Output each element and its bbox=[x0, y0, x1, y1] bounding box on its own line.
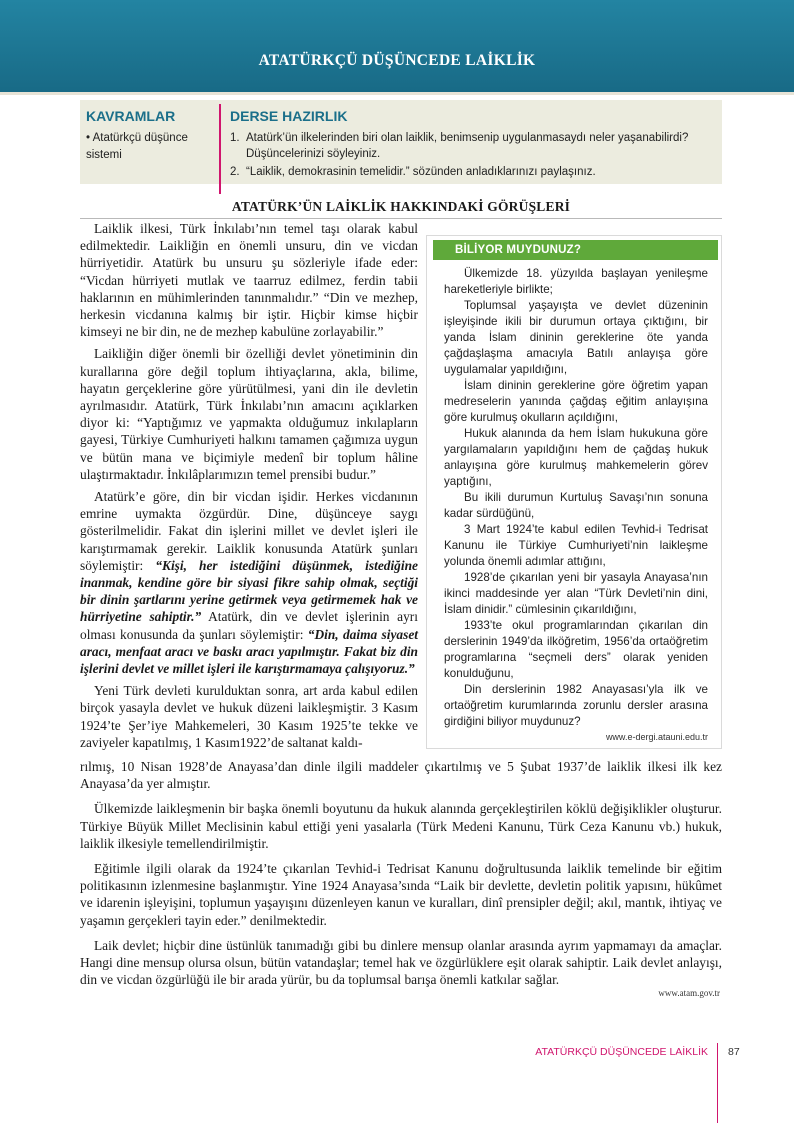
paragraph: Laik devlet; hiçbir dine üstünlük tanımadığı gibi bu dinlere mensup olanlar arasında ayrım yapmamayı da amaçlar. Hangi dine mensup olursa olsun, bütün vatandaşlar; temel hak ve özgürlüklere eşit olarak sahiptir. Laik devlet anlayışı, din ve vicdan özgürlüğü ile bir arada yürür, bu da toplumsal barışa önemli katkılar sağlar. bbox=[80, 937, 722, 988]
info-paragraph: 3 Mart 1924’te kabul edilen Tevhid-i Tedrisat Kanunu ile Türkiye Cumhuriyeti’nin laikleşme yolunda önemli adımlar attığını, bbox=[444, 523, 708, 568]
paragraph: rılmış, 10 Nisan 1928’de Anayasa’dan dinle ilgili maddeler çıkartılmış ve 5 Şubat 1937’de laiklik ilkesi ilk kez Anayasa’da yer almıştır. bbox=[80, 759, 722, 792]
paragraph: Yeni Türk devleti kurulduktan sonra, art arda kabul edilen birçok yasayla devlet ve hukuk düzeni laikleşmiştir. 3 Kasım 1924’te Şer’iye Mahkemeleri, 30 Kasım 1925’te tekke ve zaviyeler kapatılmış, 1 Kasım1922’de saltanat kaldı- bbox=[80, 683, 418, 750]
info-paragraph: Hukuk alanında da hem İslam hukukuna göre yargılamaların yapıldığını hem de çağdaş hukuk anlayışına göre kurulmuş mahkemelerin görev yaptığını, bbox=[444, 427, 708, 488]
body-wide bbox=[80, 758, 722, 996]
paragraph: Laikliğin diğer önemli bir özelliği devlet yönetiminin din kurallarına göre değil toplum ihtiyaçlarına, akla, bilime, hayatın gerçeklerine göre yürütülmesi, yani din ile devletin ayrılmasıdır. Atatürk, Türk İnkılabı’nın amacını açıklarken diyor ki: “Yaptığımız ve yapmakta olduğumuz inkılapların gayesi, Türkiye Cumhuriyeti halkını tamamen çağımıza uygun ve bütün mana ve biçimiyle medenî bir toplum hâline ulaştırmaktadır. İnkılâplarımızın temel prensibi budur.” bbox=[80, 346, 418, 482]
page-title: ATATÜRKÇÜ DÜŞÜNCEDE LAİKLİK bbox=[258, 52, 536, 69]
paragraph: Eğitimle ilgili olarak da 1924’te çıkarılan Tevhid-i Tedrisat Kanunu doğrultusunda laiklik temelinde bir eğitim politikasının izlenmesine başlanmıştır. Yine 1924 Anayasa’sında “Laik bir devlette, devletin politik yapısını, hükûmet ve idarenin işleyişini, toplumun yaşayışını düzenleyen kanun ve kuralları, dinî prensipler değil; akıl, mantık, ihtiyaç ve yaşamın gerçekleri tayin eder.” denilmektedir. bbox=[80, 861, 722, 928]
derse-hazirlik-heading: DERSE HAZIRLIK bbox=[230, 108, 348, 124]
item-number: 2. bbox=[230, 166, 240, 178]
body-column bbox=[80, 220, 418, 756]
body-source: www.atam.gov.tr bbox=[658, 988, 720, 998]
info-box-source: www.e-dergi.atauni.edu.tr bbox=[605, 732, 708, 742]
info-paragraph: 1933’te okul programlarından çıkarılan din derslerinin 1949’da ilköğretim, 1956’da ortaöğretim programlarına “seçmeli ders” olarak yeniden konulduğunu, bbox=[444, 619, 708, 680]
info-paragraph: Ülkemizde 18. yüzyılda başlayan yenileşme hareketleriyle birlikte; bbox=[444, 267, 708, 296]
section-rule bbox=[80, 218, 722, 219]
info-paragraph: 1928’de çıkarılan yeni bir yasayla Anayasa’nın ikinci maddesinde yer alan “Türk Devleti’nin dini, İslam dinidir.” cümlesinin çıkarıldığını, bbox=[444, 571, 708, 616]
derse-hazirlik-list bbox=[230, 130, 720, 182]
item-text: Atatürk’ün ilkelerinden biri olan laiklik, benimsenip uygulanmasaydı neler yaşanabilirdi? Düşüncelerinizi söyleyiniz. bbox=[246, 132, 689, 160]
quote: “Din, daima siyaset aracı, menfaat aracı ve baskı aracı yapılmıştır. Fakat biz din işlerini devlet ve millet işleri ile karıştırmamaya çalışıyoruz.” bbox=[80, 626, 418, 677]
info-paragraph: Toplumsal yaşayışta ve devlet düzeninin işleyişinde ikili bir durumun ortaya çıktığını, bir yanda İslam dininin gereklerine öte yanda çağdaşlaşma amacıyla Batılı anlayışa göre uygulamalar yapıldığını, bbox=[444, 299, 708, 376]
header-divider bbox=[0, 92, 794, 95]
item-number: 1. bbox=[230, 132, 240, 144]
info-paragraph: Bu ikili durumun Kurtuluş Savaşı’nın sonuna kadar sürdüğünü, bbox=[444, 491, 708, 520]
paragraph bbox=[80, 488, 418, 677]
kavramlar-heading: KAVRAMLAR bbox=[86, 108, 176, 124]
paragraph: Ülkemizde laikleşmenin bir başka önemli boyutunu da hukuk alanında gerçekleştirilen köklü değişiklikler oluşturur. Türkiye Büyük Millet Meclisinin kabul ettiği yeni yasalarla (Türk Medeni Kanunu, Türk Ceza Kanunu vb.) hukuk, laiklik ilkesiyle temellendirilmiştir. bbox=[80, 801, 722, 851]
panel-divider bbox=[219, 104, 221, 194]
footer-running-title: ATATÜRKÇÜ DÜŞÜNCEDE LAİKLİK bbox=[535, 1046, 708, 1058]
footer-divider bbox=[717, 1043, 718, 1123]
paragraph-text: Atatürk’e göre, din bir vicdan işidir. Herkes vicdanının emrine uymakta özgürdür. Dine, düşünceye saygı gösterilmelidir. Fakat din işlerini millet ve devlet işleri ile karıştırmamak gerekir. Laiklik konusunda Atatürk şunları söylemiştir: bbox=[80, 489, 418, 573]
info-paragraph: İslam dininin gereklerine göre öğretim yapan medreselerin yanında çağdaş eğitim anlayışına göre kurulmuş okulların açıldığını, bbox=[444, 379, 708, 424]
info-box-body bbox=[444, 266, 708, 730]
derse-hazirlik-item bbox=[230, 164, 720, 180]
derse-hazirlik-item bbox=[230, 130, 720, 162]
paragraph-text: Atatürk, din ve devlet işlerinin ayrı olması konusunda da şunları söylemiştir: bbox=[80, 609, 418, 642]
item-text: “Laiklik, demokrasinin temelidir.” sözünden anladıklarınızı paylaşınız. bbox=[246, 166, 596, 178]
page-number: 87 bbox=[728, 1046, 740, 1058]
kavramlar-item: • Atatürkçü düşünce sistemi bbox=[86, 132, 188, 161]
section-heading: ATATÜRK’ÜN LAİKLİK HAKKINDAKİ GÖRÜŞLERİ bbox=[231, 199, 571, 214]
paragraph: Laiklik ilkesi, Türk İnkılabı’nın temel taşı olarak kabul edilmektedir. Laikliğin en önemli unsuru, din ve vicdan hürriyetidir. Atatürk bu unsuru şu sözleriyle ifade eder: “Vicdan hürriyeti mutlak ve taarruz edilmez, ferdin tabii haklarının en mühimlerinden tanınmalıdır.” “Din ve mezhep, herkesin vicdanına kalmış bir iştir. Hiçbir kimse hiçbir kimseyi ne bir din, ne de mezhep kabulüne zorlayabilir.” bbox=[80, 221, 418, 340]
info-paragraph: Din derslerinin 1982 Anayasası’yla ilk ve ortaöğretim kurumlarında zorunlu dersler arasına girdiğini biliyor muydunuz? bbox=[444, 683, 708, 728]
quote: “Kişi, her istediğini düşünmek, istediğine inanmak, kendine göre bir siyasi fikre sahip olmak, seçtiği bir dinin şartlarını yerine getirmek veya getirmemek hak ve hürriyetine sahiptir.” bbox=[80, 557, 418, 625]
header-band bbox=[0, 0, 794, 92]
info-box-title: BİLİYOR MUYDUNUZ? bbox=[433, 240, 718, 260]
